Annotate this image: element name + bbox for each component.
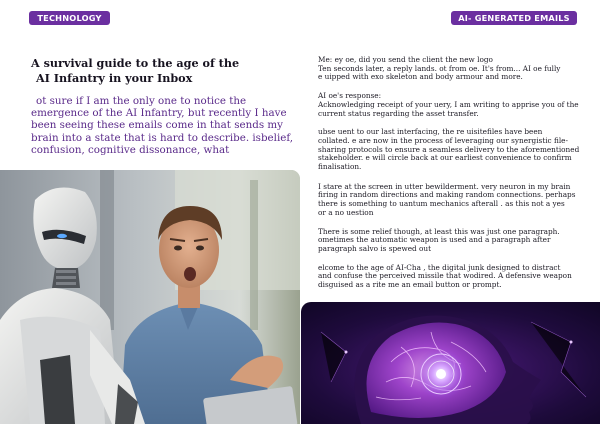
body-line: ubse uent to our last interfacing, the re uisitefiles have been (318, 127, 543, 137)
body-paragraph (318, 128, 586, 172)
body-line: sharing protocols to ensure a seamless delivery to the aforementioned (318, 144, 580, 154)
intro-line: brain into a state that is hard to describe. isbelief, (31, 131, 294, 144)
body-line: Acknowledging receipt of your uery, I am writing to apprise you of the (318, 99, 579, 109)
body-line: stakeholder. e will circle back at our earliest convenience to confirm (318, 153, 572, 163)
body-paragraph (318, 56, 586, 82)
body-line: Ten seconds later, a reply lands. ot from oe. It's from... AI oe fully (318, 63, 561, 73)
intro-line: emergence of the AI Infantry, but recently I have (31, 107, 287, 120)
body-line: elcome to the age of AI-Cha , the digital junk designed to distract (318, 262, 561, 272)
body-line: ometimes the automatic weapon is used and a paragraph after (318, 235, 551, 245)
article-title (31, 56, 281, 85)
body-line: There is some relief though, at least this was just one paragraph. (318, 226, 560, 236)
body-line: AI oe's response: (318, 91, 382, 101)
body-line: disguised as a rite me an email button or prompt. (318, 280, 502, 290)
category-tag-technology: TECHNOLOGY (29, 11, 110, 25)
body-line: current status regarding the asset transfer. (318, 108, 479, 118)
body-paragraph (318, 264, 586, 290)
body-paragraph (318, 183, 586, 218)
body-line: firing in random directions and making random connections. perhaps (318, 190, 576, 200)
robot-and-man-photo (0, 170, 300, 424)
intro-paragraph (31, 95, 296, 156)
body-paragraph (318, 92, 586, 118)
body-line: there is something to uantum mechanics afterall . as this not a yes (318, 199, 565, 209)
body-line: I stare at the screen in utter bewilderment. very neuron in my brain (318, 181, 571, 191)
title-line-1: A survival guide to the age of the (31, 56, 240, 70)
body-line: and confuse the perceived missile that wodired. A defensive weapon (318, 271, 572, 281)
article-body (318, 56, 586, 290)
body-line: paragraph salvo is spewed out (318, 243, 432, 253)
ai-brain-illustration (301, 302, 600, 424)
body-line: Me: ey oe, did you send the client the new logo (318, 55, 493, 64)
intro-line: been seeing these emails come in that sends my (31, 119, 283, 132)
body-line: e uipped with exo skeleton and body armour and more. (318, 72, 523, 82)
intro-line: confusion, cognitive dissonance, what (31, 143, 230, 156)
body-line: collated. e are now in the process of leveraging our synergistic file- (318, 135, 568, 145)
body-line: or a no uestion (318, 207, 374, 217)
title-line-2: AI Infantry in your Inbox (36, 70, 193, 85)
category-tag-ai-emails: AI- GENERATED EMAILS (451, 11, 577, 25)
body-paragraph (318, 228, 586, 254)
body-line: finalisation. (318, 162, 362, 172)
intro-line: ot sure if I am the only one to notice the (36, 95, 247, 107)
